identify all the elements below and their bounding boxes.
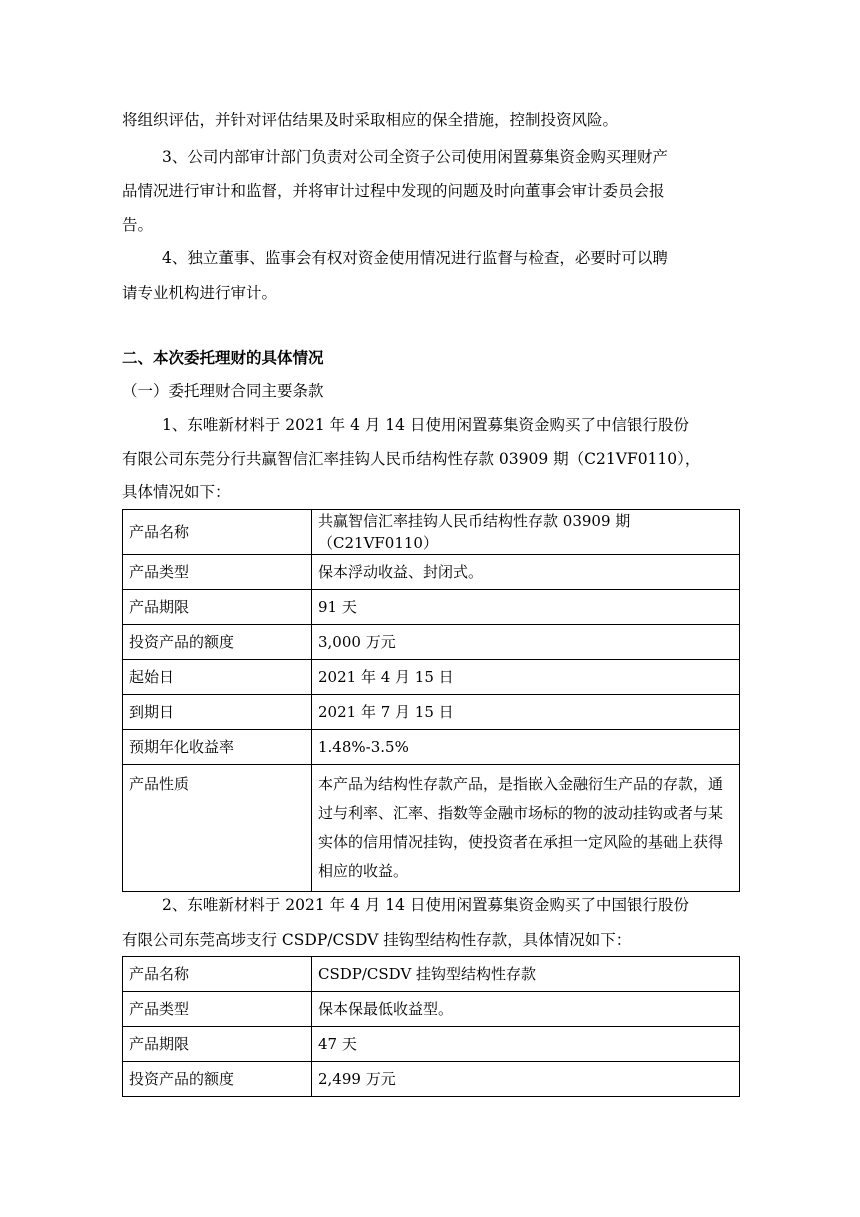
paragraph-text: 有限公司东莞分行共赢智信汇率挂钩人民币结构性存款 03909 期（C21VF0110），: [122, 450, 701, 468]
paragraph-text: 1、东唯新材料于 2021 年 4 月 14 日使用闲置募集资金购买了中信银行股份: [162, 416, 689, 434]
table-key: 起始日: [123, 660, 312, 695]
table-key: 投资产品的额度: [123, 625, 312, 660]
table-value: CSDP/CSDV 挂钩型结构性存款: [312, 957, 740, 992]
table-value: 2,499 万元: [312, 1062, 740, 1097]
sub-heading: （一）委托理财合同主要条款: [122, 382, 324, 400]
table-key: 预期年化收益率: [123, 730, 312, 765]
table-row: [123, 1062, 740, 1097]
table-row: [123, 1027, 740, 1062]
table-key: 产品期限: [123, 590, 312, 625]
table-value: 保本浮动收益、封闭式。: [312, 555, 740, 590]
table-row: [123, 555, 740, 590]
table-key: 产品期限: [123, 1027, 312, 1062]
table-row: [123, 590, 740, 625]
table-value: 2021 年 4 月 15 日: [312, 660, 740, 695]
table-key: 产品名称: [123, 957, 312, 992]
table-key: 投资产品的额度: [123, 1062, 312, 1097]
table-value: 本产品为结构性存款产品，是指嵌入金融衍生产品的存款，通过与利率、汇率、指数等金融市场标的物的波动挂钩或者与某实体的信用情况挂钩，使投资者在承担一定风险的基础上获得相应的收益。: [312, 765, 740, 892]
product-table-2: [122, 956, 740, 1097]
paragraph-text: 4、独立董事、监事会有权对资金使用情况进行监督与检查，必要时可以聘: [162, 249, 668, 267]
table-key: 产品类型: [123, 555, 312, 590]
table-value: 2021 年 7 月 15 日: [312, 695, 740, 730]
table-row: [123, 510, 740, 555]
paragraph-text: 3、公司内部审计部门负责对公司全资子公司使用闲置募集资金购买理财产: [162, 148, 668, 166]
table-key: 产品名称: [123, 510, 312, 555]
paragraph-text: 有限公司东莞高埗支行 CSDP/CSDV 挂钩型结构性存款，具体情况如下：: [122, 931, 632, 949]
table-row: [123, 957, 740, 992]
paragraph-text: 请专业机构进行审计。: [122, 284, 278, 302]
table-value: 保本保最低收益型。: [312, 992, 740, 1027]
table-row: [123, 992, 740, 1027]
product-table-1: [122, 509, 740, 892]
paragraph-text: 具体情况如下：: [122, 483, 231, 501]
table-key: 到期日: [123, 695, 312, 730]
table-value: 1.48%-3.5%: [312, 730, 740, 765]
table-value: 91 天: [312, 590, 740, 625]
paragraph-text: 2、东唯新材料于 2021 年 4 月 14 日使用闲置募集资金购买了中国银行股份: [162, 896, 689, 914]
table-key: 产品性质: [123, 765, 312, 892]
table-key: 产品类型: [123, 992, 312, 1027]
table-row: [123, 695, 740, 730]
paragraph-text: 将组织评估，并针对评估结果及时采取相应的保全措施，控制投资风险。: [122, 111, 619, 129]
section-heading: 二、本次委托理财的具体情况: [122, 348, 324, 367]
table-row: [123, 660, 740, 695]
table-row: [123, 625, 740, 660]
paragraph-text: 品情况进行审计和监督，并将审计过程中发现的问题及时向董事会审计委员会报: [122, 182, 665, 200]
table-value: 3,000 万元: [312, 625, 740, 660]
table-value: 共赢智信汇率挂钩人民币结构性存款 03909 期（C21VF0110）: [312, 510, 740, 555]
paragraph-text: 告。: [122, 216, 154, 234]
table-row: [123, 730, 740, 765]
table-row: [123, 765, 740, 892]
table-value: 47 天: [312, 1027, 740, 1062]
